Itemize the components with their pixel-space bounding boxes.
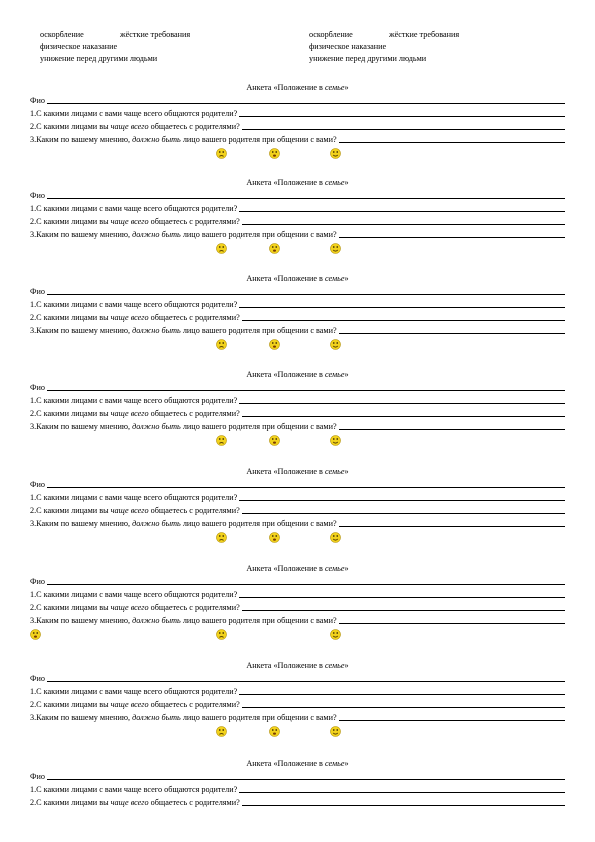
question-3-label: 3.Каким по вашему мнению, должно быть лицо вашего родителя при общении с вами? bbox=[30, 519, 337, 528]
questionnaire-block bbox=[30, 466, 565, 546]
question-2-row bbox=[30, 406, 565, 419]
name-label: Фио bbox=[30, 674, 45, 683]
question-2-label: 2.С какими лицами вы чаще всего общаетесь с родителями? bbox=[30, 798, 240, 807]
name-row bbox=[30, 671, 565, 684]
question-2-answer-line[interactable] bbox=[242, 416, 565, 417]
name-row bbox=[30, 477, 565, 490]
question-1-label: 1.С какими лицами с вами чаще всего общаются родители? bbox=[30, 590, 238, 599]
sad-face-icon[interactable] bbox=[216, 726, 227, 737]
face-options bbox=[30, 529, 565, 547]
question-1-label: 1.С какими лицами с вами чаще всего общаются родители? bbox=[30, 493, 238, 502]
option-physical-punishment: физическое наказание bbox=[309, 42, 387, 51]
question-2-answer-line[interactable] bbox=[242, 707, 565, 708]
sad-face-icon[interactable] bbox=[216, 532, 227, 543]
questionnaire-block bbox=[30, 369, 565, 449]
worried-face-icon[interactable] bbox=[269, 339, 280, 350]
worried-face-icon[interactable] bbox=[269, 435, 280, 446]
question-1-answer-line[interactable] bbox=[239, 307, 565, 308]
questionnaire-title: Анкета «Положение в семье» bbox=[246, 178, 349, 187]
options-header bbox=[0, 29, 595, 69]
question-2-label: 2.С какими лицами вы чаще всего общаетесь с родителями? bbox=[30, 700, 240, 709]
option-insult: оскорбление bbox=[40, 30, 84, 39]
option-strict-demands: жёсткие требования bbox=[120, 30, 191, 39]
question-2-label: 2.С какими лицами вы чаще всего общаетесь с родителями? bbox=[30, 506, 240, 515]
options-left bbox=[40, 29, 190, 65]
question-3-label: 3.Каким по вашему мнению, должно быть лицо вашего родителя при общении с вами? bbox=[30, 326, 337, 335]
name-answer-line[interactable] bbox=[47, 487, 565, 488]
name-label: Фио bbox=[30, 96, 45, 105]
sad-face-icon[interactable] bbox=[216, 243, 227, 254]
name-label: Фио bbox=[30, 577, 45, 586]
question-2-label: 2.С какими лицами вы чаще всего общаетесь с родителями? bbox=[30, 217, 240, 226]
sad-face-icon[interactable] bbox=[216, 148, 227, 159]
question-3-answer-line[interactable] bbox=[339, 526, 565, 527]
name-row bbox=[30, 769, 565, 782]
happy-face-icon[interactable] bbox=[330, 339, 341, 350]
question-3-label: 3.Каким по вашему мнению, должно быть лицо вашего родителя при общении с вами? bbox=[30, 135, 337, 144]
name-label: Фио bbox=[30, 772, 45, 781]
question-2-label: 2.С какими лицами вы чаще всего общаетесь с родителями? bbox=[30, 603, 240, 612]
name-answer-line[interactable] bbox=[47, 198, 565, 199]
question-3-answer-line[interactable] bbox=[339, 237, 565, 238]
face-options bbox=[30, 723, 565, 741]
question-1-answer-line[interactable] bbox=[239, 597, 565, 598]
worried-face-icon[interactable] bbox=[269, 243, 280, 254]
question-1-answer-line[interactable] bbox=[239, 211, 565, 212]
name-row bbox=[30, 380, 565, 393]
face-options bbox=[30, 626, 565, 644]
face-options bbox=[30, 145, 565, 163]
face-options bbox=[30, 336, 565, 354]
worried-face-icon[interactable] bbox=[269, 726, 280, 737]
face-options bbox=[30, 240, 565, 258]
name-label: Фио bbox=[30, 383, 45, 392]
questionnaire-block bbox=[30, 758, 565, 838]
question-1-row bbox=[30, 587, 565, 600]
question-2-answer-line[interactable] bbox=[242, 129, 565, 130]
name-answer-line[interactable] bbox=[47, 584, 565, 585]
question-1-row bbox=[30, 490, 565, 503]
questionnaire-title: Анкета «Положение в семье» bbox=[246, 467, 349, 476]
worried-face-icon[interactable] bbox=[30, 629, 41, 640]
question-3-answer-line[interactable] bbox=[339, 429, 565, 430]
name-label: Фио bbox=[30, 287, 45, 296]
questionnaire-title: Анкета «Положение в семье» bbox=[246, 370, 349, 379]
questionnaire-block bbox=[30, 660, 565, 740]
name-label: Фио bbox=[30, 480, 45, 489]
questionnaire-title: Анкета «Положение в семье» bbox=[246, 564, 349, 573]
name-row bbox=[30, 93, 565, 106]
happy-face-icon[interactable] bbox=[330, 243, 341, 254]
option-humiliation: унижение перед другими людьми bbox=[40, 54, 158, 63]
question-3-row bbox=[30, 516, 565, 529]
happy-face-icon[interactable] bbox=[330, 629, 341, 640]
question-2-row bbox=[30, 119, 565, 132]
happy-face-icon[interactable] bbox=[330, 726, 341, 737]
question-1-answer-line[interactable] bbox=[239, 694, 565, 695]
question-3-answer-line[interactable] bbox=[339, 720, 565, 721]
question-1-label: 1.С какими лицами с вами чаще всего общаются родители? bbox=[30, 396, 238, 405]
question-3-label: 3.Каким по вашему мнению, должно быть лицо вашего родителя при общении с вами? bbox=[30, 616, 337, 625]
question-2-row bbox=[30, 310, 565, 323]
name-row bbox=[30, 574, 565, 587]
sad-face-icon[interactable] bbox=[216, 435, 227, 446]
option-physical-punishment: физическое наказание bbox=[40, 42, 118, 51]
question-1-answer-line[interactable] bbox=[239, 403, 565, 404]
happy-face-icon[interactable] bbox=[330, 435, 341, 446]
question-2-answer-line[interactable] bbox=[242, 224, 565, 225]
question-2-answer-line[interactable] bbox=[242, 320, 565, 321]
name-answer-line[interactable] bbox=[47, 779, 565, 780]
sad-face-icon[interactable] bbox=[216, 629, 227, 640]
questionnaire-block bbox=[30, 563, 565, 643]
questionnaire-title: Анкета «Положение в семье» bbox=[246, 661, 349, 670]
questionnaire-block bbox=[30, 82, 565, 162]
option-humiliation: унижение перед другими людьми bbox=[309, 54, 427, 63]
name-answer-line[interactable] bbox=[47, 390, 565, 391]
question-3-row bbox=[30, 323, 565, 336]
sad-face-icon[interactable] bbox=[216, 339, 227, 350]
question-2-label: 2.С какими лицами вы чаще всего общаетесь с родителями? bbox=[30, 313, 240, 322]
question-2-answer-line[interactable] bbox=[242, 610, 565, 611]
question-1-label: 1.С какими лицами с вами чаще всего общаются родители? bbox=[30, 785, 238, 794]
question-1-label: 1.С какими лицами с вами чаще всего общаются родители? bbox=[30, 109, 238, 118]
happy-face-icon[interactable] bbox=[330, 148, 341, 159]
question-1-answer-line[interactable] bbox=[239, 116, 565, 117]
questionnaire-title: Анкета «Положение в семье» bbox=[246, 274, 349, 283]
question-3-answer-line[interactable] bbox=[339, 333, 565, 334]
question-1-label: 1.С какими лицами с вами чаще всего общаются родители? bbox=[30, 687, 238, 696]
question-2-answer-line[interactable] bbox=[242, 805, 565, 806]
question-1-row bbox=[30, 684, 565, 697]
question-3-label: 3.Каким по вашему мнению, должно быть лицо вашего родителя при общении с вами? bbox=[30, 422, 337, 431]
question-2-row bbox=[30, 697, 565, 710]
questionnaire-block bbox=[30, 273, 565, 353]
question-1-answer-line[interactable] bbox=[239, 792, 565, 793]
question-1-row bbox=[30, 201, 565, 214]
questionnaire-title: Анкета «Положение в семье» bbox=[246, 759, 349, 768]
name-answer-line[interactable] bbox=[47, 294, 565, 295]
face-options bbox=[30, 432, 565, 450]
question-2-row bbox=[30, 795, 565, 808]
question-1-row bbox=[30, 393, 565, 406]
name-label: Фио bbox=[30, 191, 45, 200]
question-2-row bbox=[30, 600, 565, 613]
question-1-row bbox=[30, 106, 565, 119]
questionnaire-title: Анкета «Положение в семье» bbox=[246, 83, 349, 92]
question-1-label: 1.С какими лицами с вами чаще всего общаются родители? bbox=[30, 300, 238, 309]
name-row bbox=[30, 188, 565, 201]
happy-face-icon[interactable] bbox=[330, 532, 341, 543]
question-1-label: 1.С какими лицами с вами чаще всего общаются родители? bbox=[30, 204, 238, 213]
question-1-row bbox=[30, 782, 565, 795]
question-2-answer-line[interactable] bbox=[242, 513, 565, 514]
question-3-row bbox=[30, 710, 565, 723]
question-3-label: 3.Каким по вашему мнению, должно быть лицо вашего родителя при общении с вами? bbox=[30, 713, 337, 722]
question-2-row bbox=[30, 503, 565, 516]
question-3-row bbox=[30, 132, 565, 145]
question-3-answer-line[interactable] bbox=[339, 142, 565, 143]
question-3-label: 3.Каким по вашему мнению, должно быть лицо вашего родителя при общении с вами? bbox=[30, 230, 337, 239]
question-3-row bbox=[30, 613, 565, 626]
question-2-row bbox=[30, 214, 565, 227]
option-strict-demands: жёсткие требования bbox=[389, 30, 460, 39]
option-insult: оскорбление bbox=[309, 30, 353, 39]
questionnaire-block bbox=[30, 177, 565, 257]
question-3-row bbox=[30, 419, 565, 432]
question-1-answer-line[interactable] bbox=[239, 500, 565, 501]
question-3-row bbox=[30, 227, 565, 240]
question-3-answer-line[interactable] bbox=[339, 623, 565, 624]
question-2-label: 2.С какими лицами вы чаще всего общаетесь с родителями? bbox=[30, 409, 240, 418]
worried-face-icon[interactable] bbox=[269, 148, 280, 159]
question-2-label: 2.С какими лицами вы чаще всего общаетесь с родителями? bbox=[30, 122, 240, 131]
name-answer-line[interactable] bbox=[47, 103, 565, 104]
name-row bbox=[30, 284, 565, 297]
name-answer-line[interactable] bbox=[47, 681, 565, 682]
worried-face-icon[interactable] bbox=[269, 532, 280, 543]
question-1-row bbox=[30, 297, 565, 310]
options-right bbox=[309, 29, 459, 65]
